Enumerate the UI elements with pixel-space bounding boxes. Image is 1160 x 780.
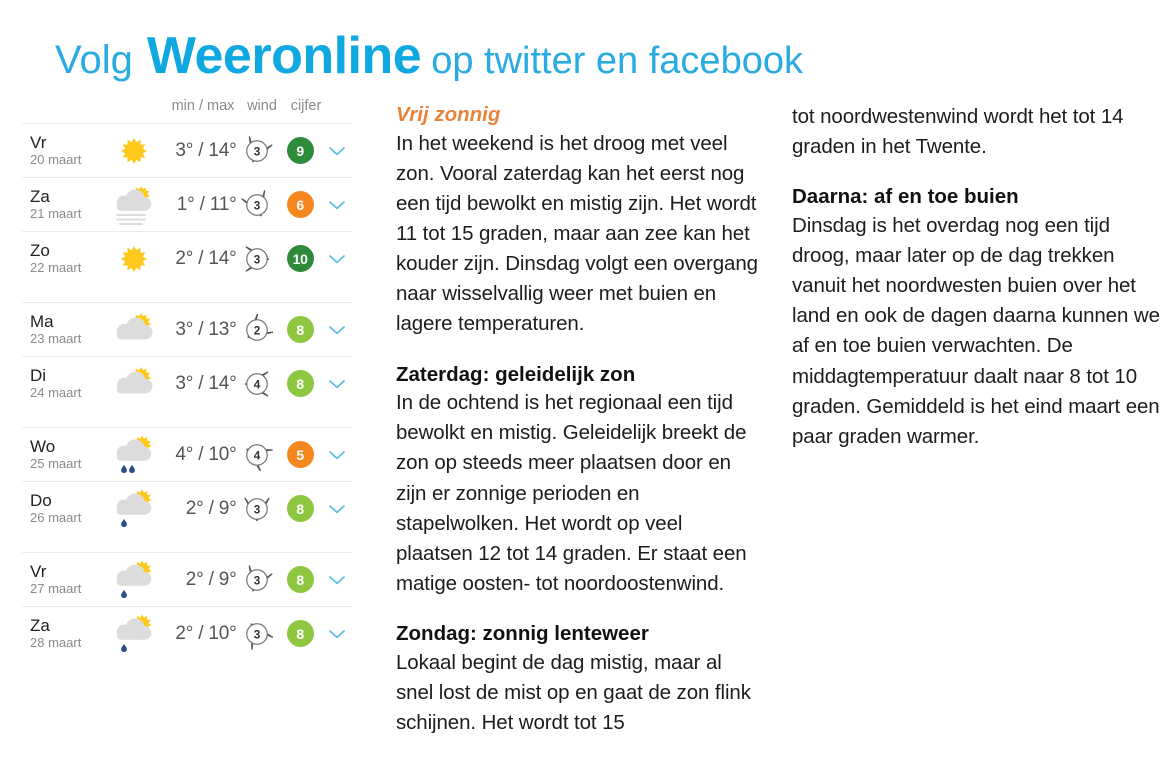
day-date: 23 maart <box>30 331 82 347</box>
article-column-middle <box>396 98 764 738</box>
wind-direction-icon <box>237 493 278 525</box>
svg-text:3: 3 <box>253 198 261 212</box>
day-date: 22 maart <box>30 260 82 276</box>
day-name: Di <box>30 366 47 386</box>
status-badge: 8 <box>287 495 314 522</box>
section-heading: Vrij zonnig <box>396 103 501 126</box>
expand-row-button[interactable] <box>323 253 352 265</box>
expand-row-button[interactable] <box>323 449 352 461</box>
expand-row-button[interactable] <box>323 503 352 515</box>
page-header <box>0 0 1160 85</box>
status-badge: 8 <box>287 370 314 397</box>
wind-direction-icon <box>237 439 278 471</box>
sun-icon <box>105 239 162 279</box>
day-name: Za <box>30 616 50 636</box>
svg-text:3: 3 <box>253 627 261 641</box>
forecast-day-cell <box>22 562 105 597</box>
forecast-day-cell <box>22 187 105 222</box>
day-date: 27 maart <box>30 581 82 597</box>
day-name: Do <box>30 491 52 511</box>
day-date: 20 maart <box>30 152 82 168</box>
forecast-group-spacer <box>22 535 352 552</box>
expand-row-button[interactable] <box>323 145 352 157</box>
status-badge: 5 <box>287 441 314 468</box>
section-paragraph: tot noordwestenwind wordt het tot 14 graden in het Twente. <box>792 105 1124 159</box>
sun-cloud-icon <box>105 310 162 350</box>
temperature-range: 3° / 13° <box>175 318 237 340</box>
forecast-row[interactable] <box>22 356 352 410</box>
temperature-range: 2° / 9° <box>185 568 237 590</box>
day-name: Ma <box>30 312 54 332</box>
day-date: 21 maart <box>30 206 82 222</box>
section-heading: Daarna: af en toe buien <box>792 185 1019 209</box>
sun-icon <box>105 131 162 171</box>
forecast-table <box>22 98 352 660</box>
temperature-range: 1° / 11° <box>176 193 237 215</box>
forecast-group-spacer <box>22 410 352 427</box>
expand-row-button[interactable] <box>323 199 352 211</box>
wind-direction-icon <box>237 135 278 167</box>
status-badge: 8 <box>287 316 314 343</box>
forecast-row[interactable] <box>22 177 352 231</box>
status-badge: 9 <box>287 137 314 164</box>
forecast-day-cell <box>22 366 105 401</box>
forecast-group-spacer <box>22 285 352 302</box>
forecast-day-cell <box>22 241 105 276</box>
expand-row-button[interactable] <box>323 324 352 336</box>
wind-direction-icon <box>237 618 278 650</box>
forecast-row[interactable] <box>22 606 352 660</box>
expand-row-button[interactable] <box>323 628 352 640</box>
day-date: 25 maart <box>30 456 82 472</box>
forecast-table-header <box>22 98 352 123</box>
forecast-day-cell <box>22 133 105 168</box>
svg-text:4: 4 <box>253 448 261 462</box>
day-date: 24 maart <box>30 385 82 401</box>
temperature-range: 4° / 10° <box>175 443 237 465</box>
column-header-wind: wind <box>247 98 277 114</box>
day-name: Wo <box>30 437 56 457</box>
sun-cloud-drizzle-icon <box>105 489 162 529</box>
svg-text:4: 4 <box>253 377 261 391</box>
wind-direction-icon <box>237 189 278 221</box>
main-content <box>0 82 1160 738</box>
temperature-range: 3° / 14° <box>175 372 237 394</box>
day-name: Vr <box>30 562 47 582</box>
section-paragraph: Lokaal begint de dag mistig, maar al snel lost de mist op en gaat de zon flink schijnen. Het wordt tot 15 <box>396 650 751 734</box>
score-badge-wrapper <box>278 245 323 272</box>
score-badge-wrapper <box>278 441 323 468</box>
score-badge-wrapper <box>278 495 323 522</box>
temperature-range: 2° / 14° <box>175 247 237 269</box>
svg-text:3: 3 <box>253 502 261 516</box>
header-brand[interactable]: Weeronline <box>146 27 422 85</box>
status-badge: 10 <box>287 245 314 272</box>
forecast-row[interactable] <box>22 302 352 356</box>
expand-row-button[interactable] <box>323 574 352 586</box>
sun-cloud-drizzle-icon <box>105 560 162 600</box>
status-badge: 8 <box>287 620 314 647</box>
score-badge-wrapper <box>278 620 323 647</box>
section-paragraph: In het weekend is het droog met veel zon. Vooral zaterdag kan het eerst nog een tijd bewolkt en mistig zijn. Het wordt 11 tot 15 graden, maar aan zee kan het kouder zijn. Dinsdag volgt een overgang naar wisselvallig weer met buien en lagere temperaturen. <box>396 131 758 336</box>
status-badge: 6 <box>287 191 314 218</box>
forecast-row[interactable] <box>22 123 352 177</box>
sun-cloud-mist-icon <box>105 185 162 225</box>
forecast-day-cell <box>22 437 105 472</box>
score-badge-wrapper <box>278 316 323 343</box>
forecast-day-cell <box>22 491 105 526</box>
score-badge-wrapper <box>278 370 323 397</box>
temperature-range: 2° / 9° <box>185 497 237 519</box>
header-suffix: op twitter en facebook <box>431 40 803 82</box>
article-column-right <box>792 98 1160 452</box>
forecast-row[interactable] <box>22 231 352 285</box>
wind-direction-icon <box>237 243 278 275</box>
wind-direction-icon <box>237 368 278 400</box>
section-paragraph: In de ochtend is het regionaal een tijd bewolkt en mistig. Geleidelijk breekt de zon op steeds meer plaatsen door en zijn er zonnige perioden en stapelwolken. Het wordt op veel plaatsen 12 tot 14 graden. Er staat een matige oosten- tot noordoostenwind. <box>396 391 747 595</box>
column-header-temp: min / max <box>171 98 235 114</box>
temperature-range: 3° / 14° <box>175 139 237 161</box>
wind-direction-icon <box>237 564 278 596</box>
day-date: 28 maart <box>30 635 82 651</box>
status-badge: 8 <box>287 566 314 593</box>
section-paragraph: Dinsdag is het overdag nog een tijd droog, maar later op de dag trekken vanuit het noordwesten buien over het land en ook de dagen daarna kunnen we af en toe buien verwachten. De middagtemperatuur daalt naar 8 tot 10 graden. Gemiddeld is het eind maart een paar graden warmer. <box>792 213 1160 448</box>
forecast-day-cell <box>22 312 105 347</box>
sun-cloud-icon <box>105 364 162 404</box>
score-badge-wrapper <box>278 191 323 218</box>
svg-text:3: 3 <box>253 573 261 587</box>
section-heading: Zaterdag: geleidelijk zon <box>396 362 636 386</box>
svg-text:2: 2 <box>253 323 261 337</box>
svg-text:3: 3 <box>253 252 261 266</box>
day-name: Zo <box>30 241 50 261</box>
forecast-row-list <box>22 123 352 660</box>
day-name: Za <box>30 187 50 207</box>
score-badge-wrapper <box>278 566 323 593</box>
header-text <box>0 27 1160 85</box>
forecast-row[interactable] <box>22 552 352 606</box>
svg-text:3: 3 <box>253 144 261 158</box>
temperature-range: 2° / 10° <box>175 622 237 644</box>
score-badge-wrapper <box>278 137 323 164</box>
column-header-score: cijfer <box>290 98 322 114</box>
day-name: Vr <box>30 133 47 153</box>
sun-cloud-drizzle-icon <box>105 614 162 654</box>
sun-cloud-rain-icon <box>105 435 162 475</box>
forecast-row[interactable] <box>22 427 352 481</box>
section-heading: Zondag: zonnig lenteweer <box>396 622 649 645</box>
expand-row-button[interactable] <box>323 378 352 390</box>
header-prefix: Volg <box>55 38 133 82</box>
day-date: 26 maart <box>30 510 82 526</box>
forecast-day-cell <box>22 616 105 651</box>
forecast-row[interactable] <box>22 481 352 535</box>
wind-direction-icon <box>237 314 278 346</box>
